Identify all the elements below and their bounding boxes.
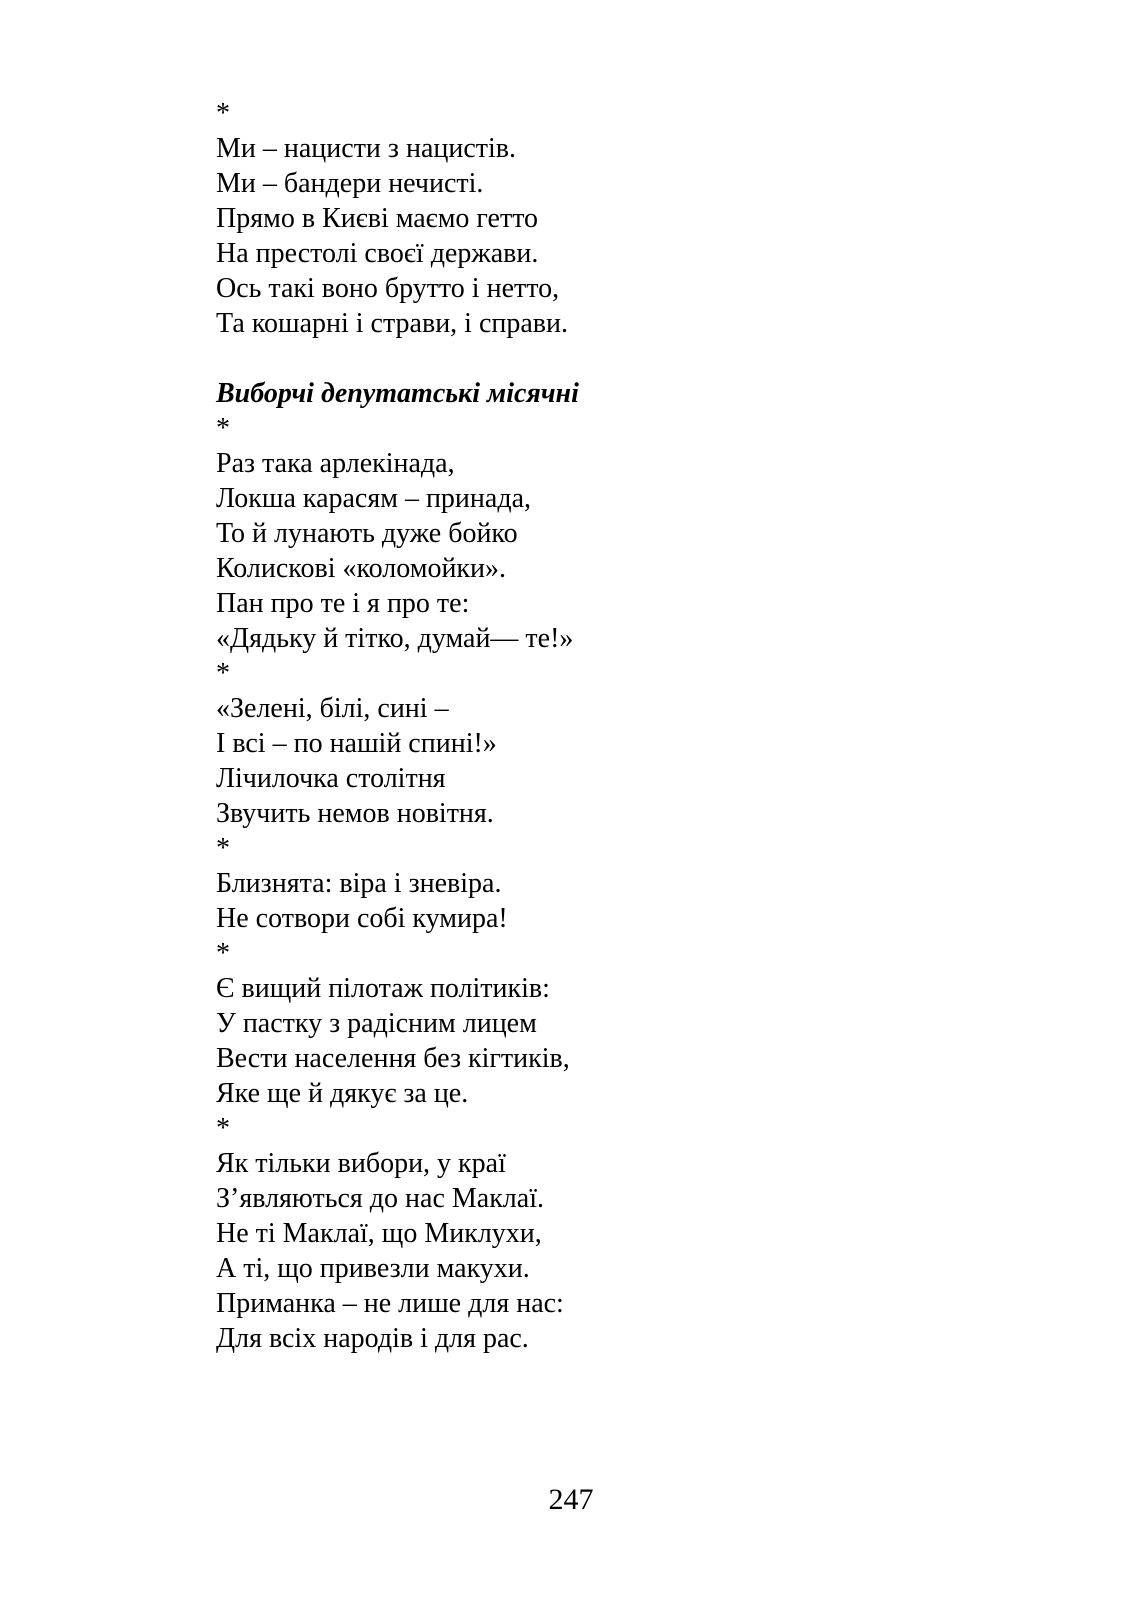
verse-line: Та кошарні і страви, і справи. bbox=[216, 308, 569, 339]
verse-line: Лічилочка столітня bbox=[216, 763, 446, 794]
verse-line: І всі – по нашій спині!» bbox=[216, 728, 497, 759]
verse-line: Не сотвори собі кумира! bbox=[216, 903, 508, 934]
verse-line: На престолі своєї держави. bbox=[216, 238, 539, 269]
stanza-2 bbox=[216, 411, 1016, 656]
stanza-3 bbox=[216, 656, 1016, 831]
stanza-4 bbox=[216, 831, 1016, 936]
verse-line: Пан про те і я про те: bbox=[216, 588, 470, 619]
page-number: 247 bbox=[548, 1483, 594, 1516]
verse-line: Ми – бандери нечисті. bbox=[216, 168, 484, 199]
stanza-6 bbox=[216, 1111, 1016, 1356]
verse-line: Як тільки вибори, у краї bbox=[216, 1148, 506, 1179]
verse-line: «Дядьку й тітко, думай–– те!» bbox=[216, 623, 574, 654]
verse-line: З’являються до нас Маклаї. bbox=[216, 1183, 544, 1214]
verse-line: Вести населення без кігтиків, bbox=[216, 1043, 570, 1074]
verse-line: Раз така арлекінада, bbox=[216, 448, 455, 479]
section-title: Виборчі депутатські місячні bbox=[216, 378, 579, 409]
verse-line: Не ті Маклаї, що Миклухи, bbox=[216, 1218, 542, 1249]
verse-line: Близнята: віра і зневіра. bbox=[216, 868, 502, 899]
verse-line: Локша карасям – принада, bbox=[216, 483, 531, 514]
asterisk-separator: * bbox=[216, 413, 230, 444]
asterisk-separator: * bbox=[216, 98, 230, 129]
asterisk-separator: * bbox=[216, 1113, 230, 1144]
stanza-1 bbox=[216, 96, 1016, 341]
verse-line: Приманка – не лише для нас: bbox=[216, 1288, 564, 1319]
blank-line bbox=[216, 341, 1016, 376]
verse-line: То й лунають дуже бойко bbox=[216, 518, 518, 549]
verse-line: Яке ще й дякує за це. bbox=[216, 1078, 469, 1109]
asterisk-separator: * bbox=[216, 833, 230, 864]
verse-line: Ми – нацисти з нацистів. bbox=[216, 133, 517, 164]
verse-line: Звучить немов новітня. bbox=[216, 798, 494, 829]
verse-line: Колискові «коломойки». bbox=[216, 553, 507, 584]
verse-line: У пастку з радісним лицем bbox=[216, 1008, 537, 1039]
stanza-5 bbox=[216, 936, 1016, 1111]
asterisk-separator: * bbox=[216, 938, 230, 969]
verse-line: «Зелені, білі, сині – bbox=[216, 693, 449, 724]
verse-line: Є вищий пілотаж політиків: bbox=[216, 973, 550, 1004]
verse-line: Ось такі воно брутто і нетто, bbox=[216, 273, 560, 304]
verse-line: Прямо в Києві маємо гетто bbox=[216, 203, 539, 234]
verse-line: Для всіх народів і для рас. bbox=[216, 1323, 529, 1354]
verse-line: А ті, що привезли макухи. bbox=[216, 1253, 530, 1284]
asterisk-separator: * bbox=[216, 658, 230, 689]
page-body bbox=[216, 96, 1016, 1356]
